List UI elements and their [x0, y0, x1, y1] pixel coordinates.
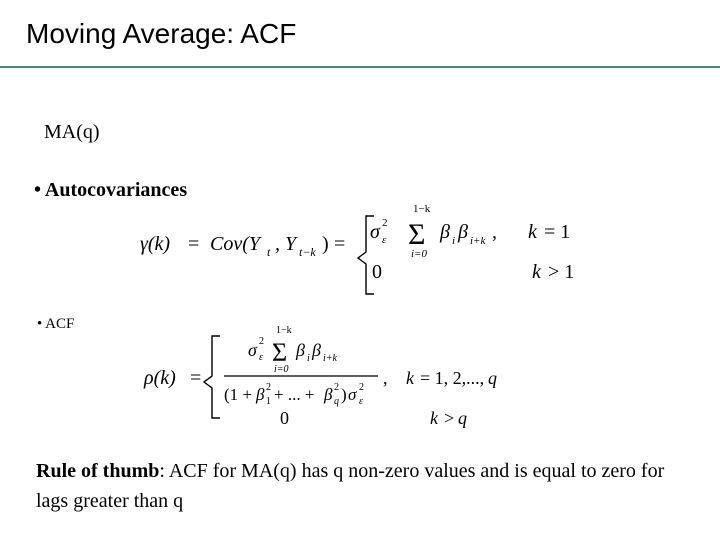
svg-text:+ ... +: + ... +: [274, 385, 315, 404]
svg-text:i: i: [452, 235, 456, 247]
svg-text:σ: σ: [370, 221, 380, 243]
rule-of-thumb-text: : ACF for MA(q) has q non-zero values and is equal to zero for lags greater than q: [36, 460, 665, 512]
model-label: MA(q): [44, 121, 100, 143]
svg-text:(1 +: (1 +: [224, 385, 252, 404]
svg-text:k: k: [430, 408, 438, 428]
svg-text:2: 2: [334, 382, 339, 393]
svg-text:β: β: [256, 385, 265, 404]
title-divider: [0, 66, 720, 68]
rule-of-thumb-lead: Rule of thumb: [36, 460, 160, 482]
svg-text:,: ,: [383, 368, 388, 388]
svg-text:, Y: , Y: [275, 233, 297, 255]
svg-text:Σ: Σ: [272, 338, 288, 367]
svg-text:= 1: = 1: [544, 221, 571, 243]
acf-formula: [140, 324, 540, 434]
autocovariance-formula: [130, 196, 600, 300]
svg-text:2: 2: [259, 336, 264, 347]
svg-text:β: β: [312, 340, 321, 360]
svg-text:q: q: [334, 396, 339, 407]
svg-text:> 1: > 1: [548, 261, 575, 283]
svg-text:i=0: i=0: [411, 248, 427, 260]
svg-text:i+k: i+k: [323, 353, 337, 364]
svg-text:σ: σ: [348, 385, 357, 404]
svg-text:k: k: [528, 221, 537, 243]
svg-text:ε: ε: [259, 352, 263, 363]
svg-text:i: i: [307, 353, 310, 364]
svg-text:ε: ε: [382, 234, 387, 246]
svg-text:Cov(Y: Cov(Y: [210, 233, 260, 255]
svg-text:0: 0: [372, 261, 382, 283]
svg-text:t−k: t−k: [299, 245, 316, 259]
svg-text:1−k: 1−k: [276, 325, 292, 336]
svg-text:β: β: [458, 221, 468, 243]
svg-text:q: q: [458, 408, 467, 428]
svg-text:β: β: [296, 340, 305, 360]
bullet-autocovariances: • Autocovariances: [34, 179, 188, 201]
svg-text:ρ(k): ρ(k): [144, 367, 176, 389]
svg-text:k: k: [532, 261, 541, 283]
svg-text:β: β: [324, 385, 333, 404]
svg-text:): ): [322, 233, 329, 255]
svg-text:=: =: [334, 233, 346, 255]
svg-text:1: 1: [266, 396, 271, 407]
svg-text:i=0: i=0: [274, 364, 289, 375]
svg-text:2: 2: [359, 382, 364, 393]
rule-of-thumb: [36, 456, 696, 516]
bullet-acf: • ACF: [37, 316, 75, 332]
svg-text:q: q: [488, 368, 497, 388]
svg-text:2: 2: [382, 217, 388, 229]
svg-text:0: 0: [280, 408, 289, 428]
svg-text:k: k: [406, 368, 414, 388]
svg-text:t: t: [267, 245, 271, 259]
svg-text:>: >: [444, 408, 455, 428]
svg-text:ε: ε: [359, 396, 363, 407]
svg-text:i+k: i+k: [470, 235, 486, 247]
svg-text:Σ: Σ: [408, 218, 426, 251]
svg-text:): ): [341, 385, 347, 404]
svg-text:1−k: 1−k: [413, 203, 431, 215]
slide-title: Moving Average: ACF: [26, 18, 297, 49]
svg-text:γ(k): γ(k): [140, 233, 171, 255]
svg-text:σ: σ: [248, 340, 257, 360]
svg-text:2: 2: [266, 382, 271, 393]
svg-text:= 1, 2,...,: = 1, 2,...,: [420, 368, 485, 388]
svg-text:β: β: [440, 221, 450, 243]
svg-text:=: =: [190, 367, 202, 389]
svg-text:=: =: [188, 233, 200, 255]
svg-text:,: ,: [492, 221, 497, 243]
